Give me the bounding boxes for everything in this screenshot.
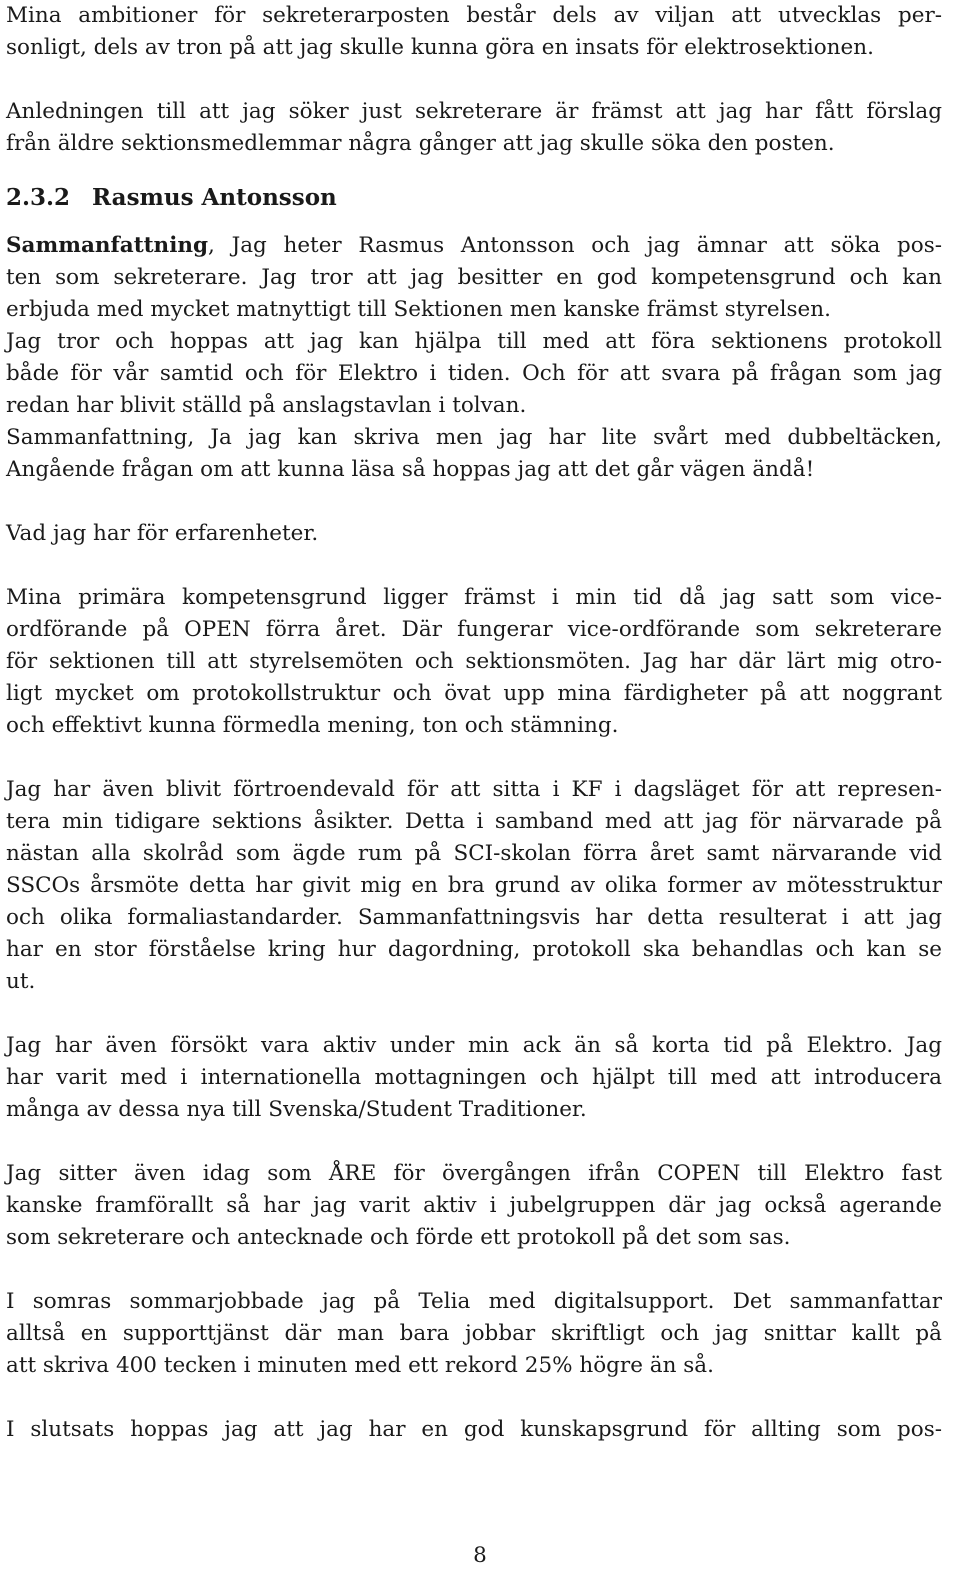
text-line: både för vår samtid och för Elektro i tiden. Och för att svara på frågan som jag <box>6 361 942 386</box>
text-line: Anledningen till att jag söker just sekreterare är främst att jag har fått förslag <box>6 99 942 124</box>
text-line: SSCOs årsmöte detta har givit mig en bra grund av olika former av mötesstruktur <box>6 873 942 898</box>
text-line: från äldre sektionsmedlemmar några gånger att jag skulle söka den posten. <box>6 131 835 156</box>
text-line: ut. <box>6 969 36 994</box>
paragraph-intro-ambitions <box>6 0 942 64</box>
text-line: I somras sommarjobbade jag på Telia med digitalsupport. Det sammanfattar <box>6 1289 942 1314</box>
document-page <box>6 0 942 1446</box>
text-line: Mina primära kompetensgrund ligger främst i min tid då jag satt som vice- <box>6 585 942 610</box>
text-line: Jag tror och hoppas att jag kan hjälpa till med att föra sektionens protokoll <box>6 329 942 354</box>
text-line <box>6 230 942 262</box>
bold-lead: Sammanfattning <box>6 233 209 258</box>
text-line: Jag har även blivit förtroendevald för att sitta i KF i dagsläget för att represen- <box>6 777 942 802</box>
experience-heading: Vad jag har för erfarenheter. <box>6 521 319 546</box>
text-line: nästan alla skolråd som ägde rum på SCI-skolan förra året samt närvarande vid <box>6 841 942 866</box>
paragraph-kf <box>6 774 942 998</box>
text-line: Mina ambitioner för sekreterarposten består dels av viljan att utvecklas per- <box>6 3 942 28</box>
section-title: Rasmus Antonsson <box>92 184 337 211</box>
paragraph-telia <box>6 1286 942 1382</box>
text-line: och effektivt kunna förmedla mening, ton och stämning. <box>6 713 619 738</box>
text-line: som sekreterare och antecknade och förde ett protokoll på det som sas. <box>6 1225 791 1250</box>
paragraph-are <box>6 1158 942 1254</box>
text-line: Jag sitter även idag som ÅRE för övergången ifrån COPEN till Elektro fast <box>6 1161 942 1186</box>
text-line: sonligt, dels av tron på att jag skulle kunna göra en insats för elektrosektionen. <box>6 35 874 60</box>
text-line: att skriva 400 tecken i minuten med ett rekord 25% högre än så. <box>6 1353 714 1378</box>
text-line: alltså en supporttjänst där man bara jobbar skriftligt och jag snittar kallt på <box>6 1321 942 1346</box>
paragraph-vice-chair <box>6 582 942 742</box>
text-line: redan har blivit ställd på anslagstavlan i tolvan. <box>6 393 527 418</box>
text-run: , Jag heter Rasmus Antonsson och jag ämnar att söka pos- <box>208 233 942 258</box>
paragraph-intro-reason <box>6 96 942 160</box>
text-line: ordförande på OPEN förra året. Där fungerar vice-ordförande som sekreterare <box>6 617 942 642</box>
text-line: tera min tidigare sektions åsikter. Detta i samband med att jag för närvarade på <box>6 809 942 834</box>
text-line: Angående frågan om att kunna läsa så hoppas jag att det går vägen ändå! <box>6 457 815 482</box>
paragraph-summary <box>6 230 942 486</box>
text-line: för sektionen till att styrelsemöten och sektionsmöten. Jag har där lärt mig otro- <box>6 649 942 674</box>
text-line: kanske framförallt så har jag varit aktiv i jubelgruppen där jag också agerande <box>6 1193 942 1218</box>
text-line: har varit med i internationella mottagningen och hjälpt till med att introducera <box>6 1065 942 1090</box>
paragraph-international <box>6 1030 942 1126</box>
text-line: många av dessa nya till Svenska/Student Traditioner. <box>6 1097 587 1122</box>
paragraph-conclusion <box>6 1414 942 1446</box>
section-number: 2.3.2 <box>6 184 71 211</box>
text-line: erbjuda med mycket matnyttigt till Sektionen men kanske främst styrelsen. <box>6 297 831 322</box>
page-number: 8 <box>473 1543 487 1568</box>
text-line: Jag har även försökt vara aktiv under min ack än så korta tid på Elektro. Jag <box>6 1033 942 1058</box>
text-line: ligt mycket om protokollstruktur och övat upp mina färdigheter på att noggrant <box>6 681 942 706</box>
text-line: I slutsats hoppas jag att jag har en god kunskapsgrund för allting som pos- <box>6 1417 942 1442</box>
text-line: ten som sekreterare. Jag tror att jag besitter en god kompetensgrund och kan <box>6 265 942 290</box>
text-line: och olika formaliastandarder. Sammanfattningsvis har detta resulterat i att jag <box>6 905 942 930</box>
text-line: Sammanfattning, Ja jag kan skriva men jag har lite svårt med dubbeltäcken, <box>6 425 942 450</box>
text-line: har en stor förståelse kring hur dagordning, protokoll ska behandlas och kan se <box>6 937 942 962</box>
section-heading <box>6 178 942 218</box>
